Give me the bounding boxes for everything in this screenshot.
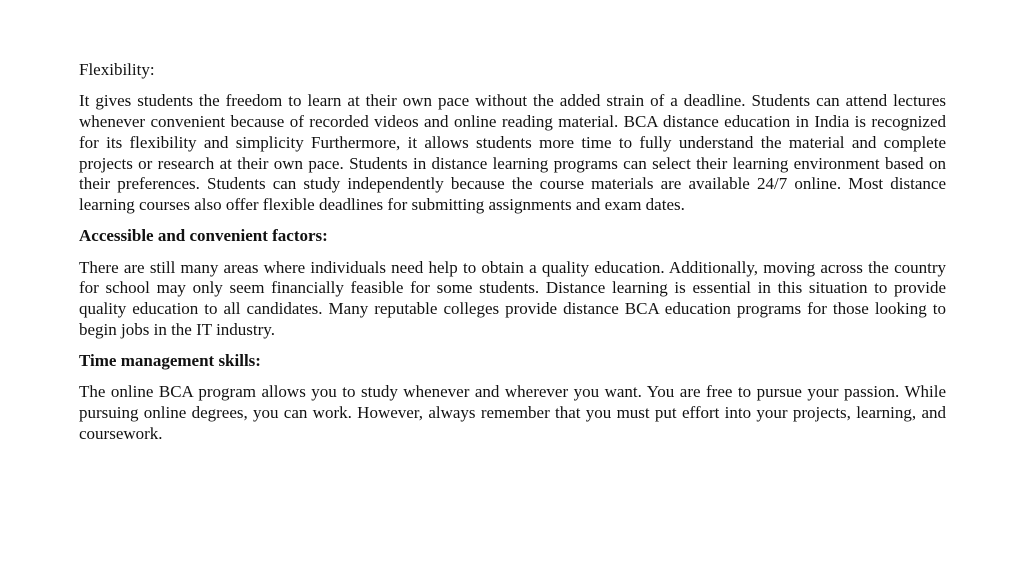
section-heading-flexibility: Flexibility: xyxy=(79,60,155,79)
section-body-flexibility: It gives students the freedom to learn at their own pace without the added strain of a deadline. Students can attend lectures whenever convenient because of recorded videos and online reading material. BCA distance education in India is recognized for its flexibility and simplicity Furthermore, it allows students more time to fully understand the material and complete projects or research at their own pace. Students in distance learning programs can select their learning environment based on their preferences. Students can study independently because the course materials are available 24/7 online. Most distance learning courses also offer flexible deadlines for submitting assignments and exam dates. xyxy=(79,91,946,215)
section-heading-time-management: Time management skills: xyxy=(79,351,261,371)
document-page xyxy=(79,60,946,455)
section-body-accessible: There are still many areas where individuals need help to obtain a quality education. Additionally, moving across the country for school may only seem financially feasible for some students. Distance learning is essential in this situation to provide quality education to all candidates. Many reputable colleges provide distance BCA education programs for those looking to begin jobs in the IT industry. xyxy=(79,257,946,339)
section-body-time-management: The online BCA program allows you to study whenever and wherever you want. You are free to pursue your passion. While pursuing online degrees, you can work. However, always remember that you must put effort into your projects, learning, and coursework. xyxy=(79,382,946,443)
section-heading-accessible: Accessible and convenient factors: xyxy=(79,226,328,246)
